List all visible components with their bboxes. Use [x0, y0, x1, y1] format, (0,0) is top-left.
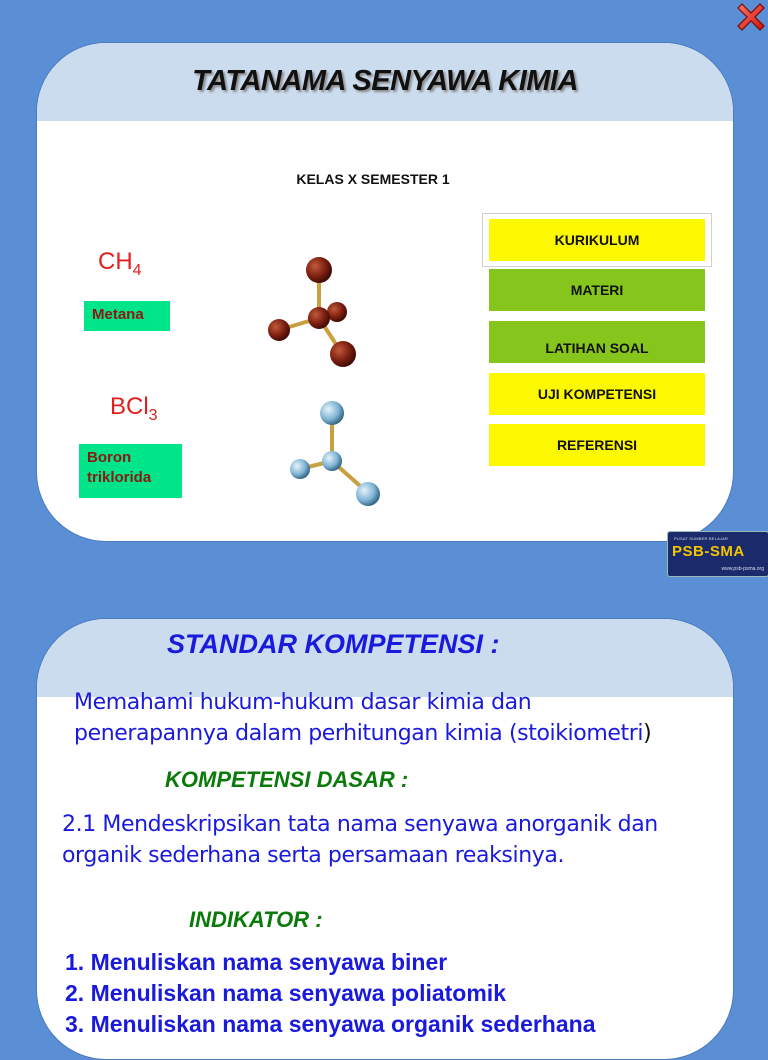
formula-bcl3 [110, 393, 158, 425]
menu-referensi-button[interactable]: REFERENSI [489, 424, 705, 466]
page-title: TATANAMA SENYAWA KIMIA [192, 65, 578, 97]
indikator-item: 2. Menuliskan nama senyawa poliatomik [65, 980, 506, 1006]
indikator-list [65, 947, 725, 1040]
compound-name-metana: Metana [84, 301, 170, 331]
name-line-1: Boron [87, 449, 132, 466]
formula-subscript: 4 [132, 261, 142, 279]
logo-url: www.psb-psma.org [721, 566, 764, 572]
standar-line-2b: ) [643, 721, 652, 746]
kd-line-2: organik sederhana serta persamaan reaksinya. [62, 843, 565, 868]
kd-line-1: 2.1 Mendeskripsikan tata nama senyawa anorganik dan [62, 812, 658, 837]
formula-main: CH [98, 248, 133, 275]
standar-line-2 [74, 718, 651, 749]
menu-uji-kompetensi-button[interactable]: UJI KOMPETENSI [489, 373, 705, 415]
close-button[interactable] [734, 0, 768, 34]
class-semester-label: KELAS X SEMESTER 1 [296, 171, 450, 187]
standar-kompetensi-title: STANDAR KOMPETENSI : [167, 629, 500, 659]
methane-molecule-icon [257, 248, 367, 373]
compound-name-boron-triklorida [79, 444, 182, 498]
menu-latihan-soal-button[interactable]: LATIHAN SOAL [489, 321, 705, 363]
name-line-2: triklorida [87, 469, 152, 486]
standar-kompetensi-text [74, 687, 651, 749]
logo-name: PSB-SMA [672, 543, 745, 560]
kompetensi-dasar-title: KOMPETENSI DASAR : [165, 767, 409, 792]
close-icon [734, 0, 768, 34]
standar-line-2a: penerapannya dalam perhitungan kimia (stoikiometri [74, 721, 644, 746]
indikator-item: 1. Menuliskan nama senyawa biner [65, 949, 448, 975]
formula-main: BCl [110, 393, 149, 420]
menu-materi-button[interactable]: MATERI [489, 269, 705, 311]
menu-kurikulum-button[interactable]: KURIKULUM [489, 219, 705, 261]
formula-ch4 [98, 248, 142, 280]
psb-sma-logo [667, 531, 768, 577]
competency-slide [36, 618, 734, 1060]
kompetensi-dasar-text [62, 809, 658, 871]
indikator-item: 3. Menuliskan nama senyawa organik sederhana [65, 1011, 596, 1037]
indikator-title: INDIKATOR : [189, 907, 323, 932]
logo-top-text: PUSAT SUMBER BELAJAR [674, 536, 729, 541]
boron-trichloride-molecule-icon [282, 395, 387, 515]
formula-subscript: 3 [148, 406, 158, 424]
title-slide [36, 42, 734, 542]
standar-line-1: Memahami hukum-hukum dasar kimia dan [74, 690, 532, 715]
